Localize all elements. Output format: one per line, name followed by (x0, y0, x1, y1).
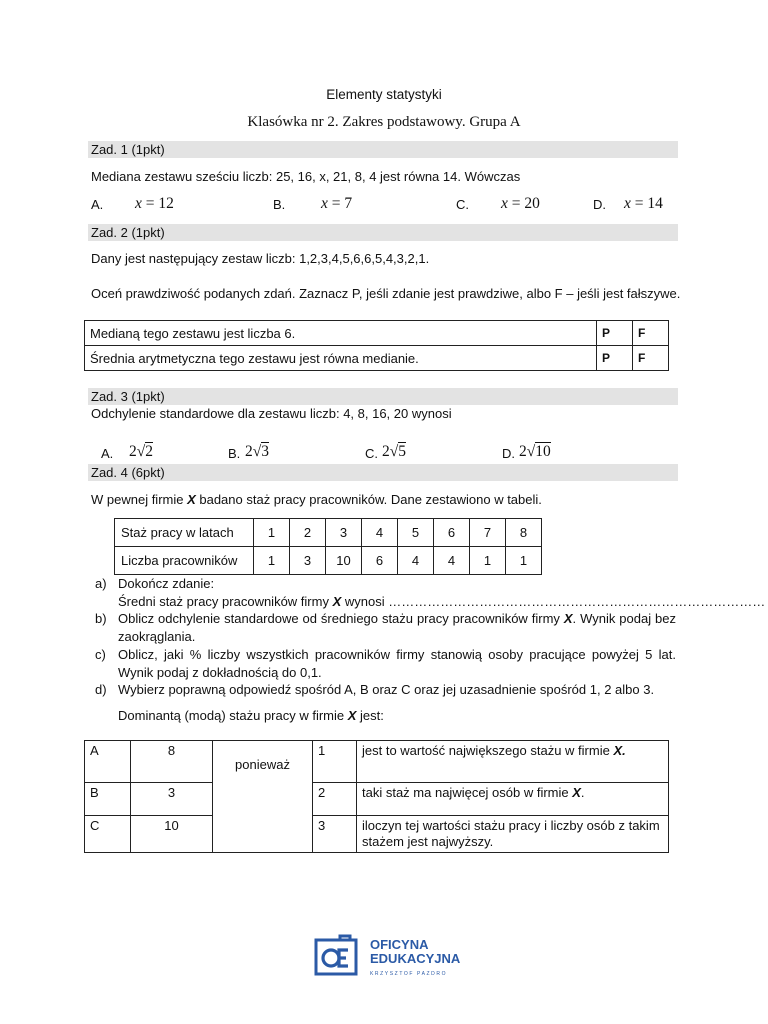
option-c-value: 2√5 (382, 443, 407, 460)
table-cell: 3 (290, 547, 326, 575)
answer-value-a[interactable]: 8 (131, 741, 213, 783)
table-row (85, 346, 669, 371)
row-header-seniority: Staż pracy w latach (115, 519, 254, 547)
subtask-a-line2: Średni staż pracy pracowników firmy X wynosi …………………………………………………………………………… (118, 594, 766, 609)
oe-logo-icon (314, 938, 358, 976)
subtask-c-label: c) (95, 647, 106, 662)
option-a-letter: A. (91, 197, 104, 212)
task-4-header: Zad. 4 (6pkt) (88, 464, 678, 481)
because-cell: ponieważ (213, 741, 313, 853)
option-d-value: 2√10 (519, 443, 551, 460)
answer-option-b[interactable]: B (85, 783, 131, 816)
reason-number-2[interactable]: 2 (313, 783, 357, 816)
answer-option-a[interactable]: A (85, 741, 131, 783)
task-1-header: Zad. 1 (1pkt) (88, 141, 678, 158)
answer-option-c[interactable]: C (85, 816, 131, 853)
true-option[interactable]: P (597, 346, 633, 371)
table-cell: 4 (362, 519, 398, 547)
logo-line-2: EDUKACYJNA (370, 951, 461, 966)
false-option[interactable]: F (633, 321, 669, 346)
task-1-options (91, 195, 681, 215)
answer-table (84, 740, 669, 853)
table-cell: 1 (254, 519, 290, 547)
option-b-letter: B. (228, 446, 241, 461)
page-subtitle: Klasówka nr 2. Zakres podstawowy. Grupa A (247, 114, 521, 130)
table-row (85, 783, 669, 816)
data-table (114, 518, 542, 575)
subtask-d-text: Wybierz poprawną odpowiedź spośród A, B oraz C oraz jej uzasadnienie spośród 1, 2 albo 3. (118, 682, 655, 697)
table-cell: 8 (506, 519, 542, 547)
table-row (85, 816, 669, 853)
task-2-text: Dany jest następujący zestaw liczb: 1,2,3,4,5,6,6,5,4,3,2,1. (91, 251, 430, 266)
subtask-c-text: Oblicz, jaki % liczby wszystkich pracowników firmy stanowią osoby pracujące powyżej 5 lat. Wynik podaj z dokładnością do 0,1. (118, 647, 676, 680)
option-b-value: x = 7 (321, 195, 353, 212)
reason-number-1[interactable]: 1 (313, 741, 357, 783)
subtask-d-question: Dominantą (modą) stażu pracy w firmie X jest: (118, 708, 384, 723)
table-row (115, 519, 542, 547)
logo-text (370, 938, 460, 978)
table-row (85, 321, 669, 346)
subtask-b (91, 610, 676, 646)
subtask-a (91, 575, 766, 611)
table-cell: 5 (398, 519, 434, 547)
option-a-letter: A. (101, 446, 114, 461)
table-cell: 2 (290, 519, 326, 547)
option-b-letter: B. (273, 197, 286, 212)
task-2-header: Zad. 2 (1pkt) (88, 224, 678, 241)
option-d-value: x = 14 (624, 195, 663, 212)
table-row (85, 741, 669, 783)
table-cell: 1 (254, 547, 290, 575)
option-d-letter: D. (502, 446, 515, 461)
reason-3[interactable]: iloczyn tej wartości stażu pracy i liczby osób z takim stażem jest najwyższy. (357, 816, 669, 853)
row-header-employees: Liczba pracowników (115, 547, 254, 575)
table-cell: 4 (434, 547, 470, 575)
option-a-value: x = 12 (135, 195, 174, 212)
subtask-d (91, 681, 676, 699)
page-title: Elementy statystyki (326, 87, 442, 102)
answer-value-c[interactable]: 10 (131, 816, 213, 853)
subtask-d-label: d) (95, 682, 107, 697)
option-d-letter: D. (593, 197, 606, 212)
task-2-instruction: Oceń prawdziwość podanych zdań. Zaznacz P, jeśli zdanie jest prawdziwe, albo F – jeśli jest fałszywe. (91, 286, 681, 301)
statement-cell: Średnia arytmetyczna tego zestawu jest równa medianie. (85, 346, 597, 371)
table-cell: 10 (326, 547, 362, 575)
task-3-text: Odchylenie standardowe dla zestawu liczb: 4, 8, 16, 20 wynosi (91, 406, 452, 421)
table-cell: 6 (362, 547, 398, 575)
table-cell: 7 (470, 519, 506, 547)
subtask-a-label: a) (95, 576, 107, 591)
true-option[interactable]: P (597, 321, 633, 346)
false-option[interactable]: F (633, 346, 669, 371)
option-b-value: 2√3 (245, 443, 270, 460)
table-cell: 6 (434, 519, 470, 547)
table-cell: 1 (506, 547, 542, 575)
logo-line-3: KRZYSZTOF PAZDRO (370, 971, 448, 977)
task-1-text: Mediana zestawu sześciu liczb: 25, 16, x, 21, 8, 4 jest równa 14. Wówczas (91, 169, 521, 184)
reason-number-3[interactable]: 3 (313, 816, 357, 853)
table-cell: 1 (470, 547, 506, 575)
reason-2[interactable]: taki staż ma najwięcej osób w firmie X. (357, 783, 669, 816)
table-row (115, 547, 542, 575)
table-cell: 4 (398, 547, 434, 575)
subtask-a-line1: Dokończ zdanie: (118, 576, 215, 591)
subtask-b-text: Oblicz odchylenie standardowe od średniego stażu pracy pracowników firmy X. Wynik podaj bez zaokrąglania. (118, 611, 676, 644)
task-3-options (91, 443, 681, 463)
option-c-letter: C. (456, 197, 469, 212)
reason-1[interactable]: jest to wartość największego stażu w firmie X. (357, 741, 669, 783)
table-cell: 3 (326, 519, 362, 547)
task-3-header: Zad. 3 (1pkt) (88, 388, 678, 405)
option-a-value: 2√2 (129, 443, 154, 460)
subtask-b-label: b) (95, 611, 107, 626)
answer-value-b[interactable]: 3 (131, 783, 213, 816)
option-c-letter: C. (365, 446, 378, 461)
statement-cell: Medianą tego zestawu jest liczba 6. (85, 321, 597, 346)
task-4-intro: W pewnej firmie X badano staż pracy pracowników. Dane zestawiono w tabeli. (91, 492, 542, 507)
logo-line-1: OFICYNA (370, 937, 429, 952)
true-false-table (84, 320, 669, 371)
option-c-value: x = 20 (501, 195, 540, 212)
subtask-c (91, 646, 676, 682)
